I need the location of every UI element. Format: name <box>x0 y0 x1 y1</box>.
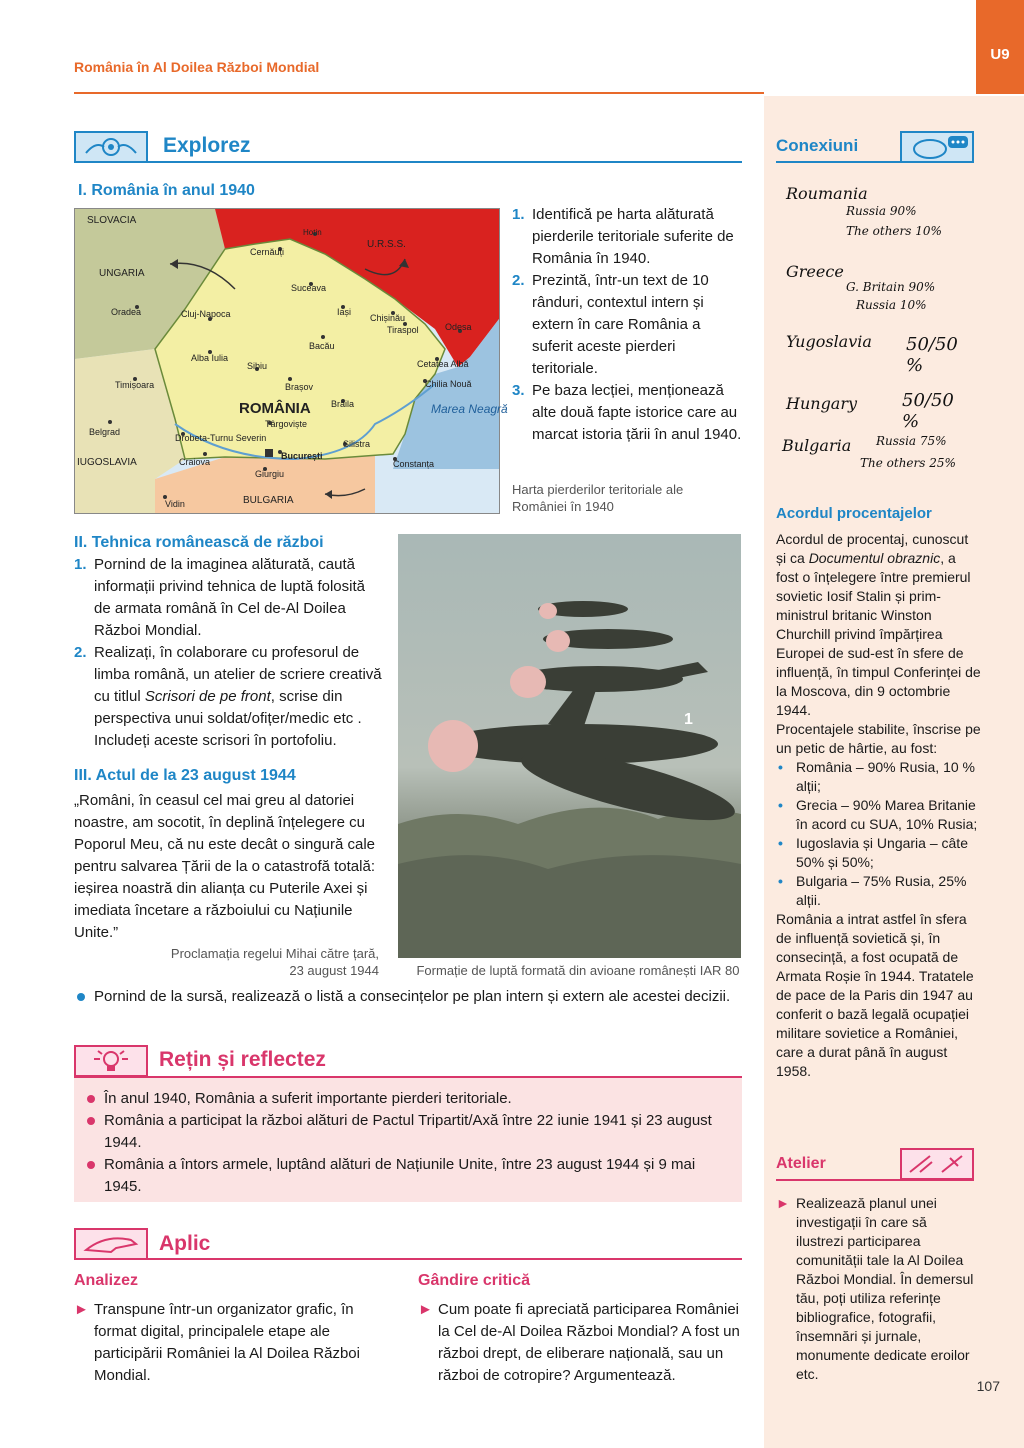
part2-title: II. Tehnica românească de război <box>74 534 324 551</box>
gandire-title: Gândire critică <box>418 1272 531 1289</box>
explorez-divider <box>74 161 742 163</box>
territorial-loss-map <box>74 208 508 514</box>
map-label-romania: ROMÂNIA <box>239 400 311 417</box>
triangle-icon: ► <box>418 1301 433 1318</box>
triangle-icon: ► <box>74 1301 89 1318</box>
page-number: 107 <box>976 1378 1000 1394</box>
acord-p1: Acordul de procentaj, cunoscut și ca Documentul obraznic, a fost o înțelegere între premierul sovietic Iosif Stalin și prim-ministrul britanic Winston Churchill privind împărțirea Europei de sud-est în sfere de influență, în timpul Conferinței de la Moscova, din 9 octombrie 1944. <box>776 531 981 718</box>
acord-body <box>776 530 981 1081</box>
map-label-oradea: Oradea <box>111 307 142 317</box>
map-label-constanta: Constanța <box>393 459 435 469</box>
part1-title: I. România în anul 1940 <box>78 182 255 199</box>
map-label-urss: U.R.S.S. <box>367 239 406 250</box>
map-label-hotin: Hotin <box>303 228 322 237</box>
map-label-bucuresti: București <box>281 451 323 461</box>
explorez-icon <box>74 131 148 163</box>
map-label-cernauti: Cernăuți <box>250 247 285 257</box>
map-label-cluj: Cluj-Napoca <box>181 309 231 319</box>
unit-tab: U9 <box>976 0 1024 94</box>
map-label-sibiu: Sibiu <box>247 361 268 371</box>
part1-task-1: 1. Identifică pe harta alăturată pierderile teritoriale suferite de România în 1940. <box>512 206 734 267</box>
map-label-marea-neagra: Marea Neagră <box>431 402 508 416</box>
retin-item: În anul 1940, România a suferit importante pierderi teritoriale. <box>84 1088 732 1110</box>
aplic-title: Aplic <box>159 1232 211 1255</box>
map-label-braila: Brăila <box>331 399 355 409</box>
acord-p3: România a intrat astfel în sfera de influență sovietică și, în consecință, a fost ocupată de Armata Roșie în 1944. Tratatele de pace de la Paris din 1947 au conferit o bază legală ocupației militare sovietice a României, care a durat până în august 1958. <box>776 911 974 1079</box>
part1-task-2: 2. Prezintă, într-un text de 10 rânduri, contextul intern și extern în care România a suferit aceste pierderi teritoriale. <box>512 272 709 377</box>
map-label-tiraspol: Tiraspol <box>387 325 419 335</box>
acord-list-item: • Grecia – 90% Marea Britanie în acord cu SUA, 10% Rusia; <box>776 796 981 834</box>
analizez-title: Analizez <box>74 1272 139 1289</box>
part1-tasks <box>512 204 744 446</box>
bullet-task: Pornind de la sursă, realizează o listă a consecințelor pe plan intern și extern ale acestei decizii. <box>74 986 744 1008</box>
retin-item: România a participat la război alături de Pactul Tripartit/Axă între 22 iunie 1941 și 23 august 1944. <box>84 1110 732 1154</box>
retin-title: Rețin și reflectez <box>159 1048 326 1071</box>
part2-tasks <box>74 554 382 752</box>
conexiuni-title: Conexiuni <box>776 136 859 155</box>
brain-chat-icon <box>900 131 974 163</box>
map-label-timisoara: Timișoara <box>115 380 155 390</box>
map-label-drobeta: Drobeta-Turnu Severin <box>175 433 267 443</box>
map-label-iasi: Iași <box>337 307 352 317</box>
aplic-divider <box>74 1258 742 1260</box>
map-caption: Harta pierderilor teritoriale ale României în 1940 <box>512 482 684 514</box>
acord-p2: Procentajele stabilite, înscrise pe un petic de hârtie, au fost: <box>776 721 981 756</box>
iar80-photo <box>398 534 741 958</box>
map-label-vidin: Vidin <box>165 499 185 509</box>
part3-title: III. Actul de la 23 august 1944 <box>74 767 296 784</box>
photo-caption: Formație de luptă formată din avioane românești IAR 80 <box>416 963 740 978</box>
proclamation-quote: „Români, în ceasul cel mai greu al datoriei noastre, am socotit, în deplină înțelegere cu Poporul Meu, că nu este decât o singură cale pentru salvarea Țării de la o catastrofă totală: ieșirea noastră din alianța cu Puterile Axei și imediata încetare a războiului cu Națiunile Unite.” <box>74 792 376 941</box>
map-label-belgrad: Belgrad <box>89 427 121 437</box>
running-header: România în Al Doilea Război Mondial <box>74 59 320 75</box>
lightbulb-icon <box>74 1045 148 1077</box>
retin-item: România a întors armele, luptând alături de Națiunile Unite, între 23 august 1944 și 9 mai 1945. <box>84 1154 732 1198</box>
atelier-text: ► Realizează planul unei investigații în care să ilustrezi participarea comunității tale la Al Doilea Război Mondial. În demersul tău, poți utiliza referințe bibliografice, fotografii, însemnări și jurnale, monumente dedicate eroilor etc. <box>776 1195 974 1382</box>
percentages-note: Roumania Russia 90% The others 10% Greece G. Britain 90% Russia 10% Yugoslavia 50/50 % Hungary 50/50 % Bulgaria Russia 75% The others 25% <box>782 184 958 470</box>
map-label-brasov: Brașov <box>285 382 314 392</box>
part1-task-3: 3. Pe baza lecției, menționează alte două fapte istorice care au marcat istoria țării în anul 1940. <box>512 382 742 443</box>
map-label-slovacia: SLOVACIA <box>87 215 137 226</box>
quote-source: Proclamația regelui Mihai către țară, 23 august 1944 <box>170 946 379 978</box>
atelier-divider <box>776 1179 974 1181</box>
acord-title: Acordul procentajelor <box>776 505 932 522</box>
atelier-title: Atelier <box>776 1155 826 1172</box>
gandire-text: ► Cum poate fi apreciată participarea României la Cel de-Al Doilea Război Mondial? A fost un război drept, de eliberare națională, sau un război de cotropire? Argumentează. <box>418 1301 740 1384</box>
part2-task-1: 1. Pornind de la imaginea alăturată, caută informații privind tehnica de luptă folosită de armata română în Cel de-Al Doilea Război Mondial. <box>74 556 365 639</box>
conexiuni-divider <box>776 161 974 163</box>
part2-task-2: 2. Realizați, în colaborare cu profesorul de limba română, un atelier de scriere creativă cu titlul Scrisori de pe front, scrise din perspectiva unui soldat/ofițer/medic etc . Includeți aceste scrisori în portofoliu. <box>74 644 382 749</box>
acord-list-item: • Iugoslavia și Ungaria – câte 50% și 50%; <box>776 834 981 872</box>
map-label-bulgaria: BULGARIA <box>243 495 294 506</box>
analizez-text: ► Transpune într-un organizator grafic, în format digital, principalele etape ale participării României la Al Doilea Război Mondial. <box>74 1301 360 1384</box>
acord-list-item: • România – 90% Rusia, 10 % alții; <box>776 758 981 796</box>
map-label-craiova: Craiova <box>179 457 211 467</box>
retin-box <box>74 1078 742 1202</box>
map-label-suceava: Suceava <box>291 283 327 293</box>
triangle-icon: ► <box>776 1195 790 1211</box>
map-label-ungaria: UNGARIA <box>99 268 145 279</box>
map-label-iugoslavia: IUGOSLAVIA <box>77 457 137 468</box>
map-label-odesa: Odesa <box>445 322 472 332</box>
map-label-chisinau: Chișinău <box>370 313 406 323</box>
explorez-title: Explorez <box>163 134 251 157</box>
acord-list-item: • Bulgaria – 75% Rusia, 25% alții. <box>776 872 981 910</box>
map-label-giurgiu: Giurgiu <box>255 469 285 479</box>
tools-icon <box>900 1148 974 1180</box>
header-divider <box>74 92 764 94</box>
map-label-alba: Alba Iulia <box>191 353 229 363</box>
map-label-targoviste: Târgoviște <box>265 419 308 429</box>
map-label-cetatea: Cetatea Albă <box>417 359 469 369</box>
map-label-silistra: Silistra <box>343 439 371 449</box>
map-label-bacau: Bacău <box>309 341 335 351</box>
hand-icon <box>74 1228 148 1260</box>
map-label-chilia: Chilia Nouă <box>425 379 472 389</box>
svg-text:1: 1 <box>684 711 693 728</box>
